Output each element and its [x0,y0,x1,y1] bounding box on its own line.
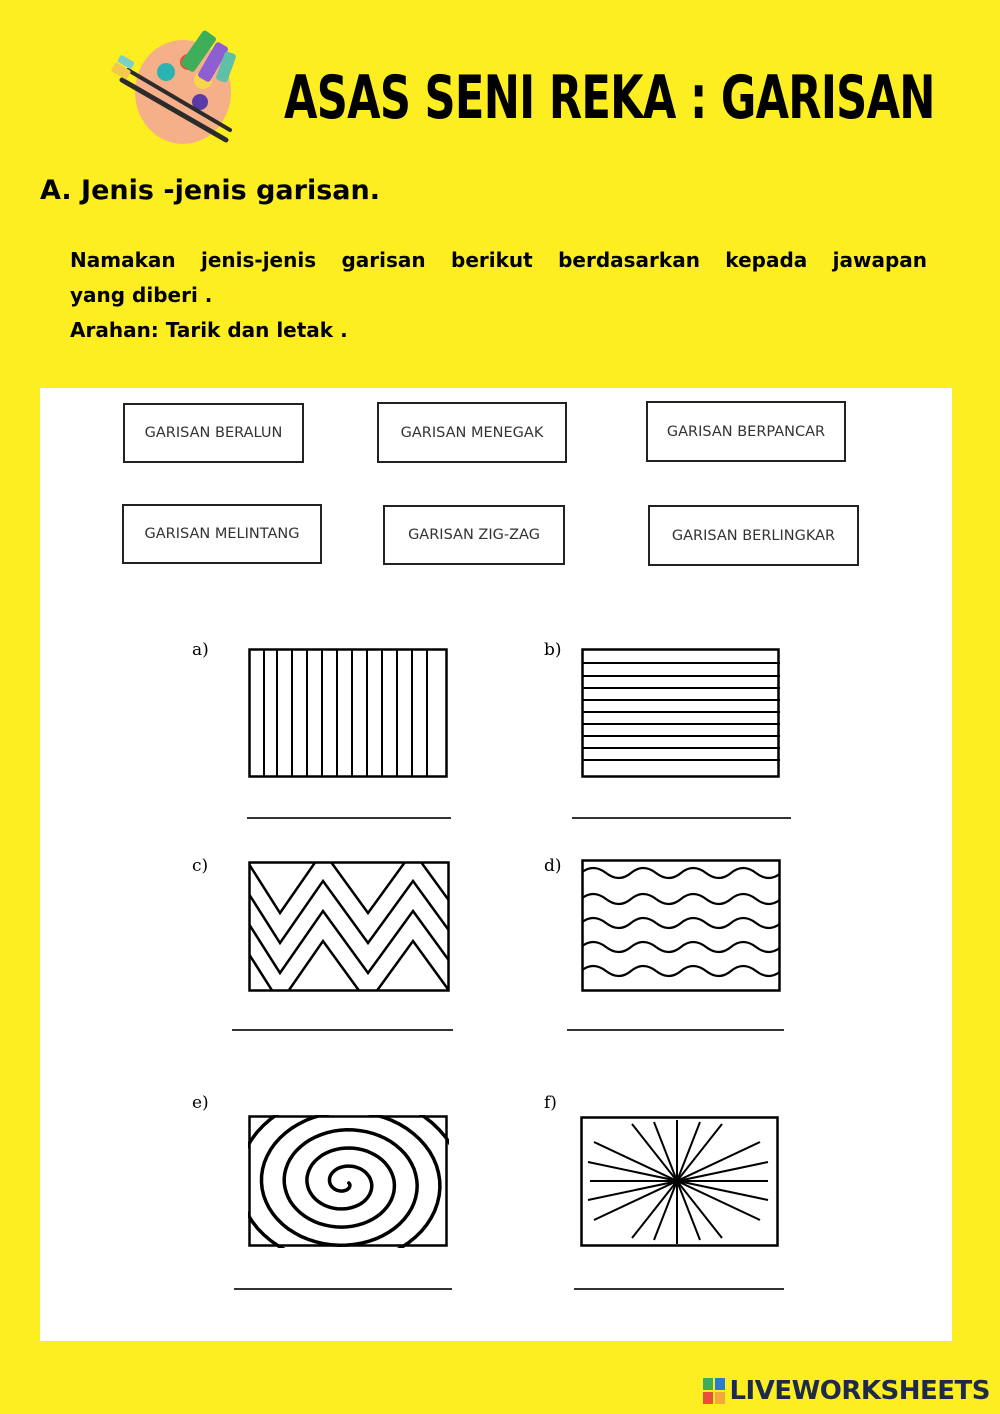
figure-wavy-lines [581,859,781,992]
section-heading: A. Jenis -jenis garisan. [40,175,380,206]
answer-slot-c[interactable] [232,1029,453,1031]
worksheet-panel [40,388,952,1341]
instruction-line-3: Arahan: Tarik dan letak . [70,318,348,342]
item-label-d: d) [544,856,562,876]
page-title: ASAS SENI REKA : GARISAN [284,63,935,133]
item-label-b: b) [544,640,562,660]
instruction-line-1: Namakan jenis-jenis garisan berikut berdasarkan kepada jawapan [70,248,927,272]
answer-chip-zigzag[interactable]: GARISAN ZIG-ZAG [383,505,565,565]
answer-chip-berlingkar[interactable]: GARISAN BERLINGKAR [648,505,859,566]
item-label-c: c) [192,856,209,876]
item-label-a: a) [192,640,209,660]
instruction-line-2: yang diberi . [70,283,213,307]
answer-slot-e[interactable] [234,1288,452,1290]
answer-slot-b[interactable] [572,817,791,819]
item-label-e: e) [192,1093,209,1113]
figure-horizontal-lines [581,648,781,778]
footer-brand: LIVEWORKSHEETS [729,1376,990,1406]
item-label-f: f) [544,1093,557,1113]
answer-slot-f[interactable] [574,1288,784,1290]
figure-radiating-lines [580,1116,780,1248]
answer-chip-berpancar[interactable]: GARISAN BERPANCAR [646,401,846,462]
figure-spiral-lines [248,1115,449,1248]
answer-slot-d[interactable] [567,1029,784,1031]
figure-vertical-lines [248,648,449,778]
answer-chip-beralun[interactable]: GARISAN BERALUN [123,403,304,463]
liveworksheets-logo [703,1376,990,1406]
answer-chip-melintang[interactable]: GARISAN MELINTANG [122,504,322,564]
art-palette-icon [108,22,248,152]
figure-zigzag-lines [248,861,450,992]
answer-slot-a[interactable] [247,817,451,819]
instructions [70,243,927,348]
answer-chip-menegak[interactable]: GARISAN MENEGAK [377,402,567,463]
liveworksheets-icon [703,1378,725,1404]
